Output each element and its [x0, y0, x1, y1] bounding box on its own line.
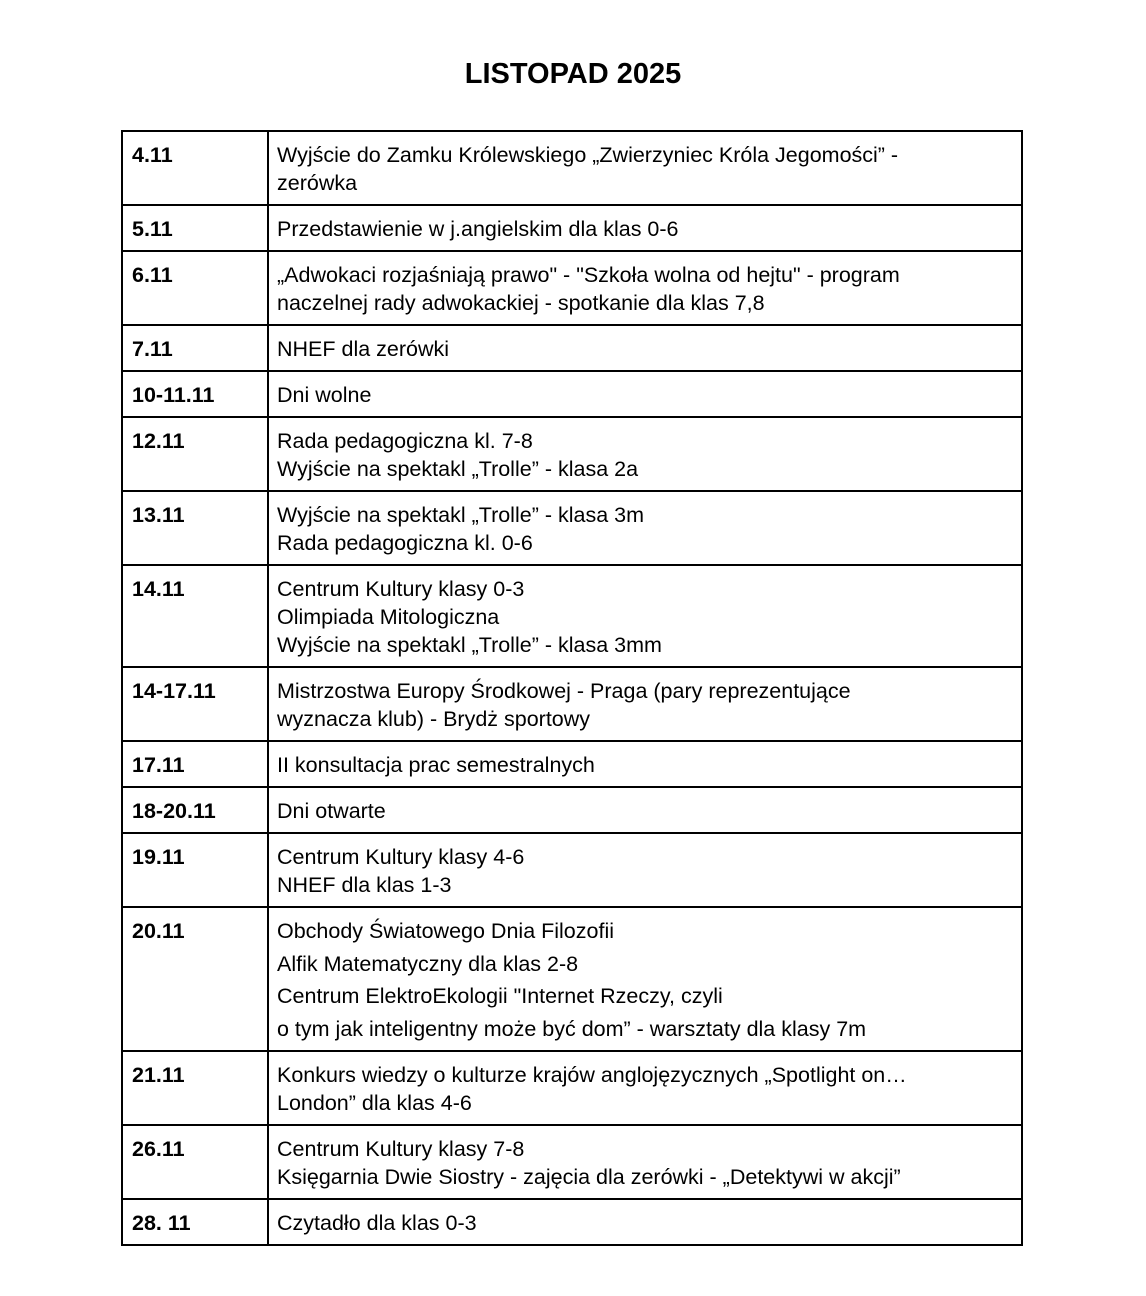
event-description — [268, 325, 1022, 371]
event-line: Konkurs wiedzy o kulturze krajów anglojęzycznych „Spotlight on… — [277, 1063, 907, 1087]
table-row — [122, 371, 1022, 417]
event-date: 12.11 — [122, 417, 268, 491]
event-line: Czytadło dla klas 0-3 — [277, 1211, 477, 1235]
table-row — [122, 325, 1022, 371]
event-description — [268, 371, 1022, 417]
event-line: Centrum Kultury klasy 0-3 — [277, 577, 525, 601]
event-line: Centrum Kultury klasy 7-8 — [277, 1137, 525, 1161]
event-line: Alfik Matematyczny dla klas 2-8 — [277, 951, 579, 976]
table-row — [122, 787, 1022, 833]
events-table — [121, 130, 1023, 1246]
event-description — [268, 565, 1022, 667]
event-date: 17.11 — [122, 741, 268, 787]
event-date: 26.11 — [122, 1125, 268, 1199]
event-line: Wyjście na spektakl „Trolle” - klasa 3m — [277, 503, 644, 527]
event-line: Centrum Kultury klasy 4-6 — [277, 845, 525, 869]
event-date: 20.11 — [122, 907, 268, 1051]
event-line: zerówka — [277, 171, 358, 195]
event-description — [268, 787, 1022, 833]
event-line: Dni otwarte — [277, 799, 386, 823]
event-line: II konsultacja prac semestralnych — [277, 753, 595, 777]
table-row — [122, 251, 1022, 325]
event-description — [268, 1199, 1022, 1245]
table-row — [122, 741, 1022, 787]
event-description — [268, 131, 1022, 205]
event-line: Obchody Światowego Dnia Filozofii — [277, 919, 614, 943]
table-row — [122, 1125, 1022, 1199]
table-row — [122, 907, 1022, 1051]
event-date: 13.11 — [122, 491, 268, 565]
event-line: Rada pedagogiczna kl. 0-6 — [277, 531, 533, 555]
event-description — [268, 741, 1022, 787]
event-date: 14-17.11 — [122, 667, 268, 741]
event-line: Rada pedagogiczna kl. 7-8 — [277, 429, 533, 453]
event-line: Wyjście na spektakl „Trolle” - klasa 3mm — [277, 633, 662, 657]
event-line: Olimpiada Mitologiczna — [277, 605, 500, 629]
event-description — [268, 1051, 1022, 1125]
table-row — [122, 205, 1022, 251]
event-date: 28. 11 — [122, 1199, 268, 1245]
table-row — [122, 1051, 1022, 1125]
event-description — [268, 205, 1022, 251]
table-row — [122, 565, 1022, 667]
event-date: 14.11 — [122, 565, 268, 667]
event-line: NHEF dla klas 1-3 — [277, 873, 452, 897]
table-row — [122, 491, 1022, 565]
table-row — [122, 417, 1022, 491]
event-line: o tym jak inteligentny może być dom” - warsztaty dla klasy 7m — [277, 1016, 867, 1041]
table-row — [122, 667, 1022, 741]
event-date: 4.11 — [122, 131, 268, 205]
event-date: 5.11 — [122, 205, 268, 251]
event-description — [268, 417, 1022, 491]
event-date: 7.11 — [122, 325, 268, 371]
event-description — [268, 1125, 1022, 1199]
event-date: 18-20.11 — [122, 787, 268, 833]
event-line: Przedstawienie w j.angielskim dla klas 0-6 — [277, 217, 679, 241]
event-line: Mistrzostwa Europy Środkowej - Praga (pary reprezentujące — [277, 679, 851, 703]
event-date: 21.11 — [122, 1051, 268, 1125]
event-line: Wyjście na spektakl „Trolle” - klasa 2a — [277, 457, 639, 481]
event-description — [268, 907, 1022, 1051]
event-line: naczelnej rady adwokackiej - spotkanie dla klas 7,8 — [277, 291, 765, 315]
event-line: NHEF dla zerówki — [277, 337, 450, 361]
event-line: Księgarnia Dwie Siostry - zajęcia dla zerówki - „Detektywi w akcji” — [277, 1165, 901, 1189]
table-row — [122, 131, 1022, 205]
event-description — [268, 833, 1022, 907]
event-line: „Adwokaci rozjaśniają prawo" - "Szkoła wolna od hejtu" - program — [277, 263, 900, 287]
table-row — [122, 833, 1022, 907]
event-description — [268, 667, 1022, 741]
event-line: Centrum ElektroEkologii "Internet Rzeczy, czyli — [277, 984, 723, 1008]
event-date: 19.11 — [122, 833, 268, 907]
page-title: LISTOPAD 2025 — [464, 58, 682, 90]
event-date: 6.11 — [122, 251, 268, 325]
event-line: Dni wolne — [277, 383, 372, 407]
event-description — [268, 491, 1022, 565]
event-line: London” dla klas 4-6 — [277, 1091, 472, 1115]
event-line: wyznacza klub) - Brydż sportowy — [277, 707, 591, 731]
table-row — [122, 1199, 1022, 1245]
event-description — [268, 251, 1022, 325]
event-date: 10-11.11 — [122, 371, 268, 417]
event-line: Wyjście do Zamku Królewskiego „Zwierzyniec Króla Jegomości” - — [277, 143, 899, 167]
